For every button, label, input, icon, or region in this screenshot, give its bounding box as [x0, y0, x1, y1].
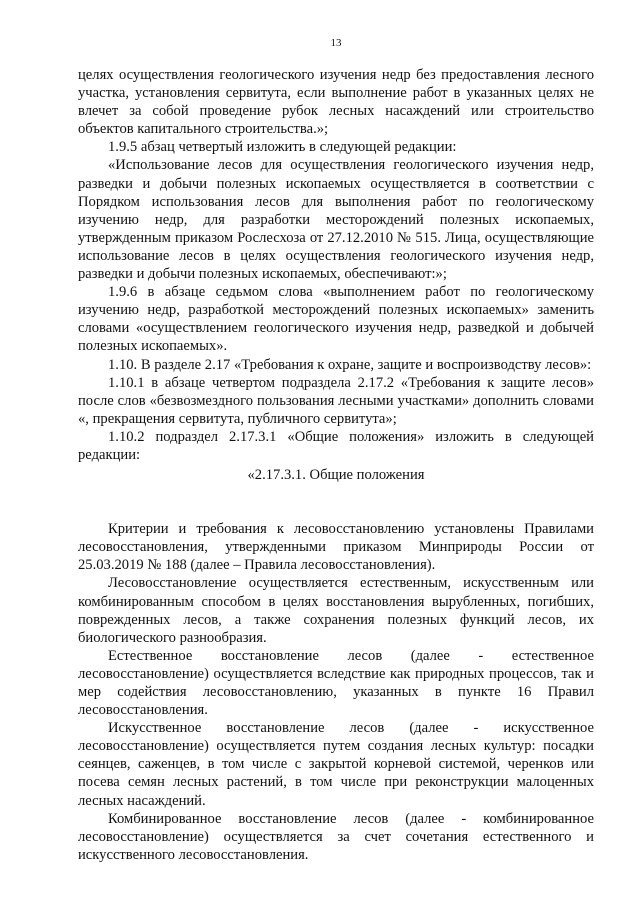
- page-number: 13: [330, 37, 342, 49]
- paragraph-criteria: Критерии и требования к лесовосстановлению установлены Правилами лесовосстановления, утвержденными приказом Минприроды России от 25.03.2019 № 188 (далее – Правила лесовосстановления).: [78, 521, 594, 574]
- paragraph-item-1-9-6: 1.9.6 в абзаце седьмом слова «выполнением работ по геологическому изучению недр, разработкой месторождений полезных ископаемых» заменить словами «осуществлением геологического изучения недр, разведкой и добычей полезных ископаемых».: [78, 284, 594, 355]
- paragraph-continuation: целях осуществления геологического изучения недр без предоставления лесного участка, установления сервитута, если выполнение работ в указанных целях не влечет за собой проведение рубок лесных насаждений или строительство объектов капитального строительства.»;: [78, 67, 594, 138]
- paragraph-quote-forest-use: «Использование лесов для осуществления геологического изучения недр, разведки и добычи полезных ископаемых осуществляется в соответствии с Порядком использования лесов для выполнения работ по геологическому изучению недр, для разработки месторождений полезных ископаемых, утвержденным приказом Рослесхоза от 27.12.2010 № 515. Лица, осуществляющие использование лесов в целях осуществления геологического изучения недр, разведки и добычи полезных ископаемых, обеспечивают:»;: [78, 157, 594, 283]
- paragraph-reforestation: Лесовосстановление осуществляется естественным, искусственным или комбинированным способом в целях восстановления вырубленных, погибших, поврежденных лесов, а также сохранения полезных функций лесов, их биологического разнообразия.: [78, 575, 594, 646]
- paragraph-artificial: Искусственное восстановление лесов (далее - искусственное лесовосстановление) осуществляется путем создания лесных культур: посадки сеянцев, саженцев, в том числе с закрытой корневой системой, черенков или посева семян лесных растений, в том числе при реконструкции малоценных лесных насаждений.: [78, 720, 594, 809]
- paragraph-item-1-10-1: 1.10.1 в абзаце четвертом подраздела 2.17.2 «Требования к защите лесов» после слов «безвозмездного пользования лесными участками» дополнить словами «, прекращения сервитута, публичного сервитута»;: [78, 374, 594, 427]
- paragraph-natural: Естественное восстановление лесов (далее - естественное лесовосстановление) осуществляется вследствие как природных процессов, так и мер содействия лесовосстановлению, указанных в пункте 16 Правил лесовосстановления.: [78, 647, 594, 719]
- paragraph-item-1-10: 1.10. В разделе 2.17 «Требования к охране, защите и воспроизводству лесов»:: [108, 356, 592, 373]
- section-heading: «2.17.3.1. Общие положения: [247, 467, 425, 484]
- paragraph-item-1-10-2: 1.10.2 подраздел 2.17.3.1 «Общие положения» изложить в следующей редакции:: [78, 428, 594, 463]
- paragraph-item-1-9-5: 1.9.5 абзац четвертый изложить в следующей редакции:: [108, 139, 457, 156]
- paragraph-combined: Комбинированное восстановление лесов (далее - комбинированное лесовосстановление) осуществляется за счет сочетания естественного и искусственного лесовосстановления.: [78, 810, 594, 863]
